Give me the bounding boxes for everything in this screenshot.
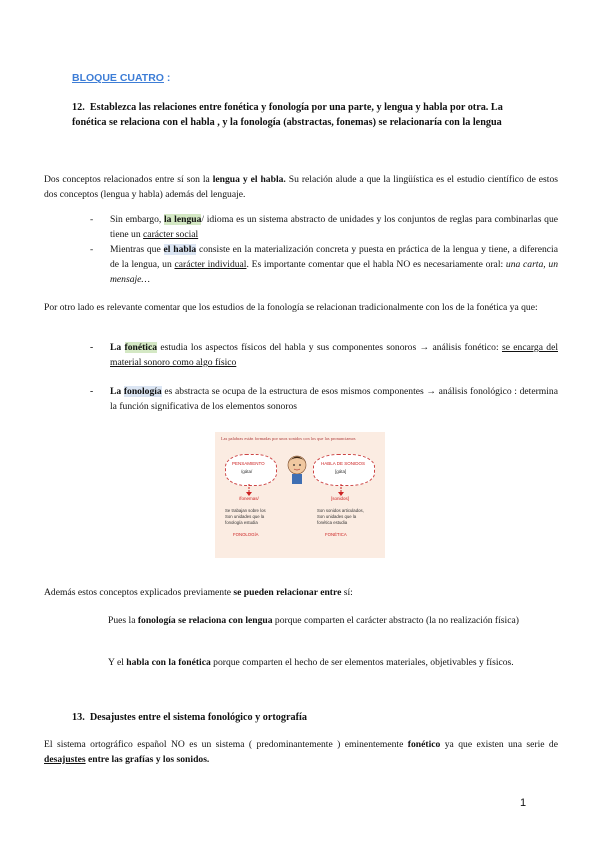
figure-right-line: Son sonidos articulados, <box>317 508 364 513</box>
question-12-text: Establezca las relaciones entre fonética y fonología por una parte, y lengua y habla por otra. La fonética se relaciona con el habla , y la fonología (abstractas, fonemas) se relacionaría con la lengua <box>72 102 503 128</box>
figure-tag-fonetica: FONÉTICA <box>325 532 347 537</box>
bullet-dash: - <box>90 244 94 255</box>
bullet-italic-example: una carta, un mensaje… <box>110 259 558 285</box>
bullet-bold-article: La <box>110 342 125 353</box>
relation-2-text: Y el <box>108 657 127 668</box>
section-title <box>72 72 170 84</box>
paragraph-4-bold-2: entre las grafías y los sonidos. <box>85 754 210 765</box>
figure-left-line: Son unidades que la <box>225 514 265 519</box>
relation-1-text: Pues la <box>108 615 138 626</box>
question-12-heading <box>72 100 532 130</box>
cloud-left-head: PENSAMIENTO <box>232 461 265 466</box>
page-number: 1 <box>520 797 527 809</box>
relation-1-text-2: porque comparten el carácter abstracto (la no realización física) <box>272 615 519 626</box>
underlined-caracter-social: carácter social <box>143 229 199 240</box>
section-title-colon: : <box>163 72 171 84</box>
cloud-right-sub: [sonidos] <box>331 496 350 501</box>
arrow-down-icon <box>337 484 345 496</box>
bullet-text: Sin embargo, <box>110 214 165 225</box>
arrow-down-icon <box>245 484 253 496</box>
underlined-caracter-individual: carácter individual <box>174 259 247 270</box>
paragraph-4-text: El sistema ortográfico español NO es un sistema ( predominantemente ) eminentemente <box>44 739 408 750</box>
paragraph-4-text-2: ya que existen una serie de <box>440 739 558 750</box>
fonetica-fonologia-figure <box>215 432 385 558</box>
relation-2-bold: habla con la fonética <box>126 657 211 668</box>
figure-right-line: fonética estudia <box>317 520 348 525</box>
underlined-material-sonoro: se encarga del material sonoro como algo físico <box>110 342 558 368</box>
bullet-text: Mientras que <box>110 244 164 255</box>
paragraph-4 <box>44 737 558 767</box>
bullet-text: es abstracta se ocupa de la estructura de esos mismos componentes → análisis fonológico : determina la función significativa de los elementos sonoros <box>110 386 558 412</box>
cloud-left-word: /gáta/ <box>241 469 253 474</box>
highlight-habla: el habla <box>163 244 197 255</box>
paragraph-3 <box>44 585 558 600</box>
highlight-fonetica: fonética <box>124 342 158 353</box>
question-12-number: 12. <box>72 102 85 113</box>
figure-right-text <box>317 508 364 526</box>
figure-caption: Las palabras están formadas por unos sonidos con los que las pronunciamos <box>221 436 356 441</box>
figure-right-line: Son unidades que la <box>317 514 357 519</box>
question-13-number: 13. <box>72 712 85 723</box>
paragraph-3-text: Además estos conceptos explicados previamente <box>44 587 234 598</box>
relation-habla-fonetica <box>108 655 558 670</box>
person-illustration-icon <box>285 452 309 484</box>
bullet-fonologia <box>90 384 558 414</box>
relation-fonologia-lengua <box>108 613 558 628</box>
cloud-right-head: HABLA DE SONIDOS <box>321 461 366 466</box>
highlight-lengua: la lengua <box>164 214 202 225</box>
bullet-text-3: . Es importante comentar que el habla NO es necesariamente oral: <box>246 259 506 270</box>
figure-tag-fonologia: FONOLOGÍA <box>233 532 259 537</box>
bullet-habla <box>90 242 558 287</box>
bullet-text-2: / idioma es un sistema abstracto de unidades y los conjuntos de reglas para combinarlas que tiene un <box>110 214 558 240</box>
bullet-text: estudia los aspectos físicos del habla y sus componentes sonoros → análisis fonético: <box>157 342 502 353</box>
bullet-dash: - <box>90 342 94 353</box>
cloud-right-word: [gáta] <box>335 469 347 474</box>
paragraph-4-bold: fonético <box>407 739 441 750</box>
relation-2-text-2: porque comparten el hecho de ser elementos materiales, objetivables y físicos. <box>210 657 514 668</box>
relation-1-bold: fonología se relaciona con lengua <box>137 615 273 626</box>
question-13-heading <box>72 712 307 723</box>
figure-left-text <box>225 508 266 526</box>
cloud-left-sub: /fonemas/ <box>239 496 259 501</box>
paragraph-3-text-2: sí: <box>341 587 353 598</box>
bullet-bold-article: La <box>110 386 124 397</box>
paragraph-1 <box>44 172 558 202</box>
section-title-label: BLOQUE CUATRO <box>72 72 164 84</box>
bullet-text-2: consiste en la materialización concreta y puesta en práctica de la lengua y tiene, a diferencia de la lengua, un <box>110 244 558 270</box>
paragraph-3-bold: se pueden relacionar entre <box>233 587 342 598</box>
paragraph-1-text-2: Su relación alude a que la lingüística es el estudio científico de estos dos conceptos (lengua y habla) además del lenguaje. <box>44 174 558 200</box>
paragraph-1-text: Dos conceptos relacionados entre sí son la <box>44 174 213 185</box>
bullet-dash: - <box>90 386 94 397</box>
underlined-desajustes: desajustes <box>44 754 86 765</box>
figure-left-line: Se trabajan sobre los <box>225 508 266 513</box>
figure-left-line: fonología estudia <box>225 520 258 525</box>
paragraph-1-bold: lengua y el habla. <box>212 174 286 185</box>
bullet-fonetica <box>90 340 558 370</box>
bullet-dash: - <box>90 214 94 225</box>
paragraph-2: Por otro lado es relevante comentar que los estudios de la fonología se relacionan tradicionalmente con los de la fonética ya que: <box>44 302 538 313</box>
bullet-lengua <box>90 212 558 242</box>
question-13-text: Desajustes entre el sistema fonológico y ortografía <box>89 712 307 723</box>
highlight-fonologia: fonología <box>123 386 162 397</box>
